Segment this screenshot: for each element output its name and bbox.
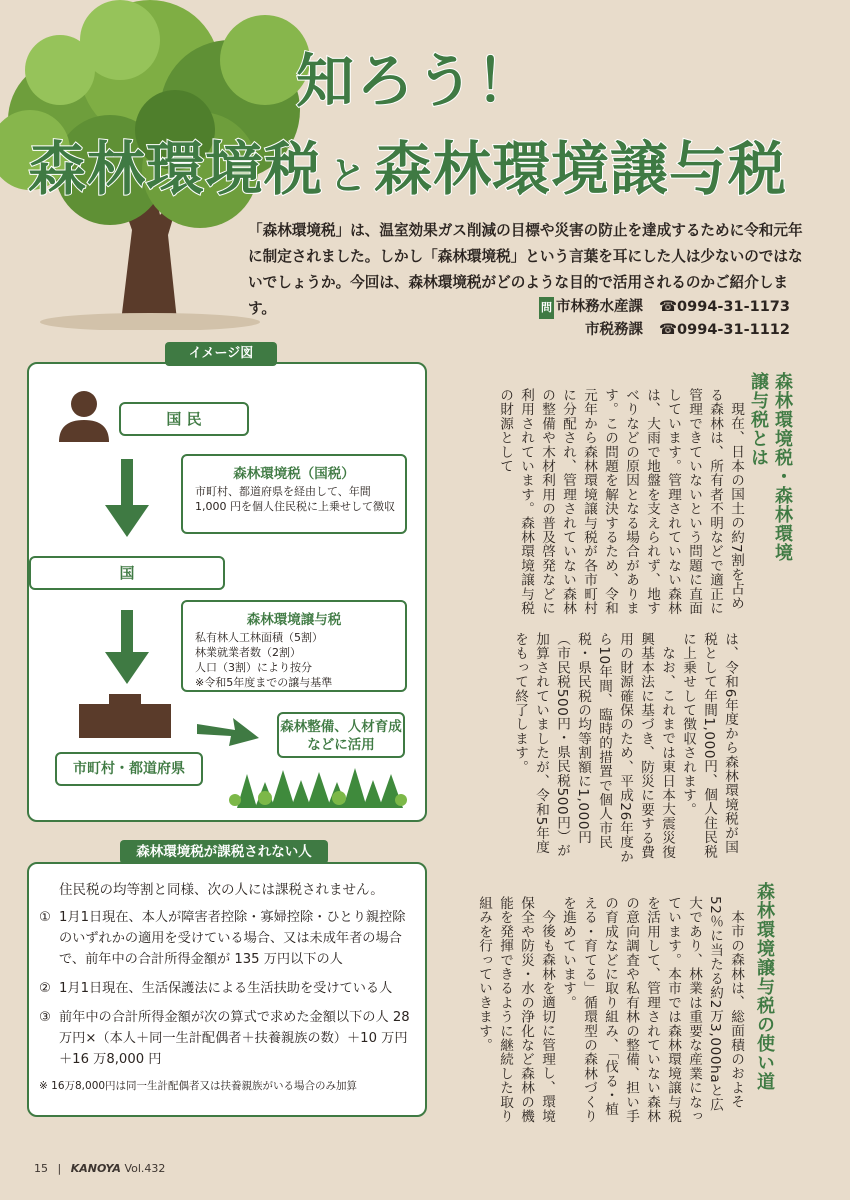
section2-heading: 森林環境譲与税の使い道 — [754, 882, 775, 1091]
list-item: ② 1月1日現在、生活保護法による生活扶助を受けている人 — [39, 981, 393, 996]
person-icon — [57, 390, 111, 442]
inquiry-mark-icon: 問 — [539, 297, 554, 319]
contact-dept2: 市税務課 — [585, 322, 643, 338]
magazine-brand: KANOYA — [70, 1162, 121, 1175]
forest-tax-note-body: 市町村、都道府県を経由して、年間 1,000 円を個人住民税に上乗せして徴収 — [195, 485, 395, 513]
section1-paragraph1: 現在、日本の国土の約7割を占める森林は、所有者不明などで適正に管理できていないという問題に直面しています。管理されていない森林は、大雨で地盤を支えられず、地すべりなどの原因となる場合があります。この問題を解決するため、令和元年から森林環境譲与税が各市町村に分配され、管理されていない森林の整備や木材利用の普及啓発などに利用されています。森林環境譲与税の財源として — [497, 388, 744, 616]
page-title-line1: 知ろう！ — [296, 47, 537, 115]
intro-paragraph: 「森林環境税」は、温室効果ガス削減の目標や災害の防止を達成するために令和元年に制定されました。しかし「森林環境税」という言葉を耳にした人は少ないのではないでしょうか。今回は、森林環境税がどのような目的で活用されるのかご紹介します。 — [248, 222, 803, 317]
contact-dept1: 問 市林務水産課 — [539, 296, 643, 319]
tax-exempt-label: 森林環境税が課税されない人 — [120, 840, 328, 864]
section2-body: 本市の森林は、総面積のおよそ52％に当たる約2万3,000haと広大であり、林業は重要な産業になっています。本市では森林環境譲与税を活用して、管理されていない森林の意向調査や私有林の整備、担い手の育成などに取り組み、「伐る・植える・育てる」循環型の森林づくりを進めています。 今後も森林を適切に管理し、環境保全や防災・水の浄化など森林の機能を発揮できるように継続した取り組みを行っていきます。 — [476, 896, 744, 1124]
contact-tel2: ☎0994-31-1112 — [659, 322, 790, 338]
tax-exempt-lead: 住民税の均等割と同様、次の人には課税されません。 — [59, 882, 384, 898]
municipality-box: 市町村・都道府県 — [55, 752, 203, 786]
title-transfer-tax-name: 森林環境譲与税 — [374, 135, 788, 203]
list-item: ③ 前年中の合計所得金額が次の算式で求めた金額以下の人 28 万円×（本人＋同一生計配偶者＋扶養親族の数）＋10 万円＋16 万8,000 円 — [39, 1010, 410, 1067]
page-title-line2 — [28, 135, 788, 203]
building-icon — [79, 694, 171, 738]
arrow-down-icon — [105, 459, 149, 539]
arrow-right-icon — [197, 716, 259, 748]
magazine-volume: Vol.432 — [124, 1162, 166, 1175]
transfer-tax-note-title: 森林環境譲与税 — [246, 612, 342, 628]
forest-trees-icon — [229, 768, 415, 810]
diagram-box — [27, 362, 427, 822]
citizens-box: 国 民 — [119, 402, 249, 436]
title-conjunction: と — [329, 154, 369, 198]
nation-box: 国 — [29, 556, 225, 590]
use-box: 森林整備、人材育成などに活用 — [277, 712, 405, 758]
arrow-down-icon-2 — [105, 610, 149, 686]
page-number: 15 — [34, 1162, 48, 1175]
footnote: ※ 16万8,000円は同一生計配偶者又は扶養親族がいる場合のみ加算 — [39, 1080, 358, 1092]
section1-heading: 森林環境税・森林環境譲与税とは — [748, 372, 793, 562]
title-tax-name: 森林環境税 — [28, 135, 324, 203]
list-item: ① 1月1日現在、本人が障害者控除・寡婦控除・ひとり親控除のいずれかの適用を受けている場合、又は未成年者の場合で、前年中の合計所得金額が 135 万円以下の人 — [39, 910, 406, 967]
transfer-tax-note-lines: 私有林人工林面積（5割） 林業就業者数（2割） 人口（3割）により按分 ※令和5年度までの譲与基準 — [195, 631, 333, 689]
forest-tax-note — [181, 454, 407, 534]
page-footer: 15 | KANOYA Vol.432 — [34, 1162, 166, 1175]
diagram-label: イメージ図 — [165, 342, 277, 366]
contact-block — [539, 296, 790, 341]
section1-paragraph2: は、令和6年度から森林環境税が国税として年間1,000円、個人住民税に上乗せして徴収されます。 なお、これまでは東日本大震災復興基本法に基づき、防災に要する費用の財源確保のため、平成26年度から10年間、臨時的措置で個人市民税・県民税の均等割額に1,000円（市民税500円・県民税500円）が加算されていましたが、令和5年度をもって終了します。 — [512, 632, 738, 864]
contact-tel1: ☎0994-31-1173 — [659, 299, 790, 315]
tax-exempt-box — [27, 862, 427, 1117]
transfer-tax-note — [181, 600, 407, 692]
forest-tax-note-title: 森林環境税（国税） — [233, 466, 355, 482]
